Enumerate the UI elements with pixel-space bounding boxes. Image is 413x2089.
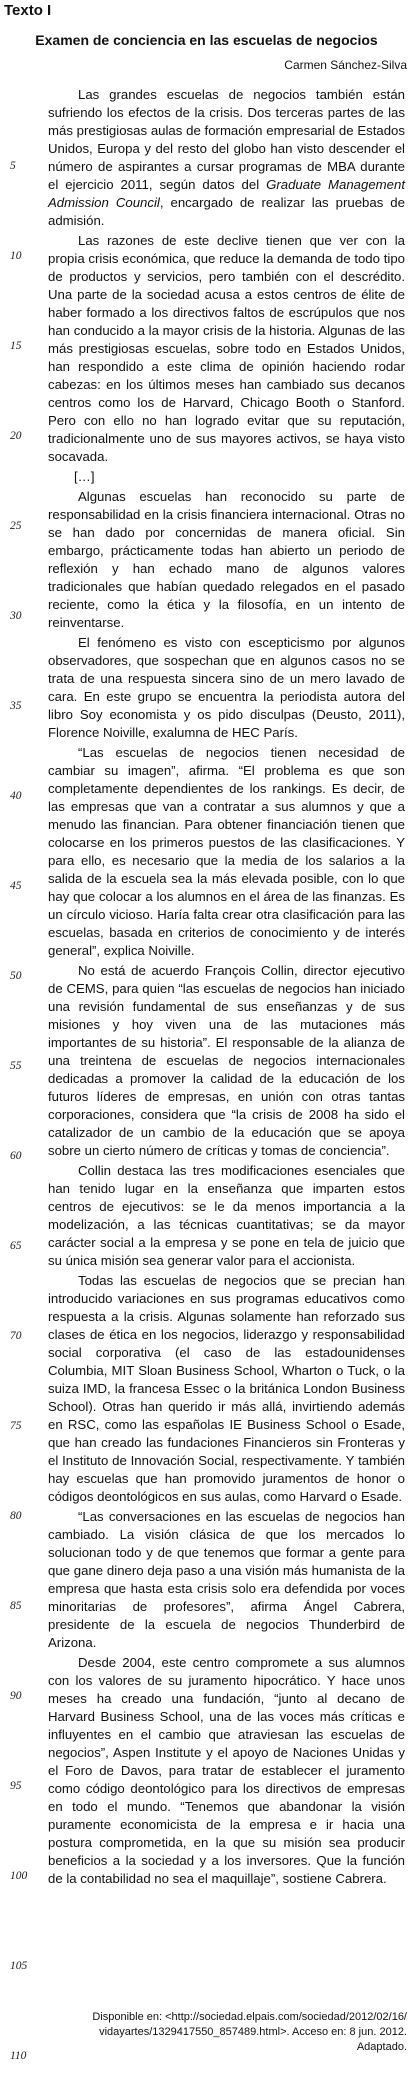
line-number: 5 — [10, 160, 16, 172]
line-number: 10 — [10, 250, 22, 262]
line-number: 30 — [10, 610, 22, 622]
line-number: 40 — [10, 790, 22, 802]
line-number: 45 — [10, 880, 22, 892]
paragraph-ellipsis: […] — [74, 469, 95, 484]
line-number: 100 — [10, 1870, 28, 1882]
article-body — [48, 86, 405, 1890]
line-number: 80 — [10, 1510, 22, 1522]
paragraph-7: Collin destaca las tres modificaciones esenciales que han tenido lugar en la enseñanza que imparten estos centros de ejecutivos: se le da menos importancia a la modelización, a las técnicas cuantitativas; se da mayor carácter social a la empresa y se pone en tela de juicio que su única misión sea generar valor para el accionista. — [48, 1163, 405, 1268]
article-title: Examen de conciencia en las escuelas de negocios — [35, 32, 378, 48]
line-number: 90 — [10, 1690, 22, 1702]
line-number: 85 — [10, 1600, 22, 1612]
paragraph-1: Las grandes escuelas de negocios también están sufriendo los efectos de la crisis. Dos terceras partes de las más prestigiosas aulas de formación empresarial de Estados Unidos, Europa y del resto del globo han visto descender el número de aspirantes a cursar programas de MBA durante el ejercicio 2011, según datos del Graduate Management Admission Council, encargado de realizar las pruebas de admisión. — [48, 87, 405, 228]
paragraph-5: “Las escuelas de negocios tienen necesidad de cambiar su imagen”, afirma. “El problema es que son completamente dependientes de los rankings. Es decir, de las empresas que van a contratar a sus alumnos y que a menudo las financian. Para obtener financiación tienen que colocarse en los primeros puestos de las clasificaciones. Y para ello, es necesario que la media de los salarios a la salida de la escuela sea la más elevada posible, con lo que hay que colocar a los alumnos en el área de las finanzas. Es un círculo vicioso. Haría falta crear otra clasificación para las escuelas, basada en criterios de conocimiento y de interés general”, explica Noiville. — [48, 745, 405, 958]
source-line-3: Adaptado. — [356, 2041, 407, 2053]
line-number: 35 — [10, 700, 22, 712]
line-number: 60 — [10, 1150, 22, 1162]
source-line-2: vidayartes/1329417550_857489.html>. Acceso en: 8 jun. 2012. — [99, 2026, 407, 2038]
line-number: 15 — [10, 340, 22, 352]
paragraph-8: Todas las escuelas de negocios que se precian han introducido variaciones en sus programas educativos como respuesta a la crisis. Algunas solamente han reforzado sus clases de ética en los negocios, liderazgo y responsabilidad social corporativa (el caso de las estadounidenses Columbia, MIT Sloan Business School, Wharton o Tuck, o la suiza IMD, la francesa Essec o la británica London Business School). Otras han querido ir más allá, invirtiendo además en RSC, como las españolas IE Business School o Esade, que han creado las fundaciones Financieros sin Fronteras y el Instituto de Innovación Social, respectivamente. Y también hay escuelas que han promovido juramentos de honor o códigos deontológicos en sus aulas, como Harvard o Esade. — [48, 1273, 405, 1504]
line-number: 75 — [10, 1420, 22, 1432]
source-citation — [47, 2010, 407, 2055]
line-number: 65 — [10, 1240, 22, 1252]
line-number: 50 — [10, 970, 22, 982]
line-number: 110 — [10, 2050, 27, 2062]
line-number: 95 — [10, 1780, 22, 1792]
paragraph-9: “Las conversaciones en las escuelas de negocios han cambiado. La visión clásica de que los mercados lo solucionan todo y de que tenemos que formar a gente para que gane dinero deja paso a una visión más humanista de la empresa que hasta esta crisis solo era defendida por voces minoritarias de profesores”, afirma Ángel Cabrera, presidente de la escuela de negocios Thunderbird de Arizona. — [48, 1509, 405, 1650]
text-label: Texto I — [4, 2, 52, 19]
line-number: 20 — [10, 430, 22, 442]
line-number: 25 — [10, 520, 22, 532]
article-author: Carmen Sánchez-Silva — [284, 58, 407, 72]
paragraph-2: Las razones de este declive tienen que ver con la propia crisis económica, que reduce la demanda de todo tipo de productos y servicios, pero también con el descrédito. Una parte de la sociedad acusa a estos centros de élite de haber formado a los directivos faltos de escrúpulos que nos han conducido a la mayor crisis de la historia. Algunas de las más prestigiosas escuelas, sobre todo en Estados Unidos, han respondido a este clima de opinión haciendo rodar cabezas: en los últimos meses han cambiado sus decanos centros como los de Harvard, Chicago Booth o Stanford. Pero con ello no han logrado evitar que su reputación, tradicionalmente uno de sus mayores activos, se haya visto socavada. — [48, 233, 405, 464]
paragraph-10: Desde 2004, este centro compromete a sus alumnos con los valores de su juramento hipocrático. Y hace unos meses ha creado una fundación, “junto al decano de Harvard Business School, una de las voces más críticas e influyentes en el cambio que atraviesan las escuelas de negocios”, Aspen Institute y el apoyo de Naciones Unidas y el Foro de Davos, para tratar de establecer el juramento como código deontológico para los directivos de empresas en todo el mundo. “Tenemos que abandonar la visión puramente economicista de la empresa e ir hacia una postura comprometida, en la que su misión sea producir beneficios a la sociedad y a los inversores. Que la función de la contabilidad no sea el maquillaje”, sostiene Cabrera. — [48, 1655, 405, 1886]
paragraph-4: El fenómeno es visto con escepticismo por algunos observadores, que sospechan que en algunos casos no se trata de una respuesta sincera sino de un mero lavado de cara. En este grupo se encuentra la periodista autora del libro Soy economista y os pido disculpas (Deusto, 2011), Florence Noiville, exalumna de HEC París. — [48, 635, 405, 740]
line-number: 55 — [10, 1060, 22, 1072]
line-number: 70 — [10, 1330, 22, 1342]
line-number: 105 — [10, 1960, 28, 1972]
source-line-1: Disponible en: <http://sociedad.elpais.com/sociedad/2012/02/16/ — [92, 2011, 407, 2023]
paragraph-6: No está de acuerdo François Collin, director ejecutivo de CEMS, para quien “las escuelas de negocios han iniciado una revisión fundamental de sus enseñanzas y de sus misiones y hoy viven una de las mutaciones más importantes de su historia”. El responsable de la alianza de una treintena de escuelas de negocios internacionales dedicadas a promover la calidad de la educación de los futuros líderes de empresas, en unión con otras tantas corporaciones, considera que “la crisis de 2008 ha sido el catalizador de un cambio de la educación que se apoya sobre un cierto número de críticas y tomas de conciencia”. — [48, 963, 405, 1158]
paragraph-3: Algunas escuelas han reconocido su parte de responsabilidad en la crisis financiera internacional. Otras no se han dado por concernidas de manera oficial. Sin embargo, prácticamente todas han abierto un periodo de reflexión y han echado mano de algunos valores tradicionales que habían quedado relegados en el pasado reciente, como la ética y la filosofía, en un intento de reinventarse. — [48, 489, 405, 630]
